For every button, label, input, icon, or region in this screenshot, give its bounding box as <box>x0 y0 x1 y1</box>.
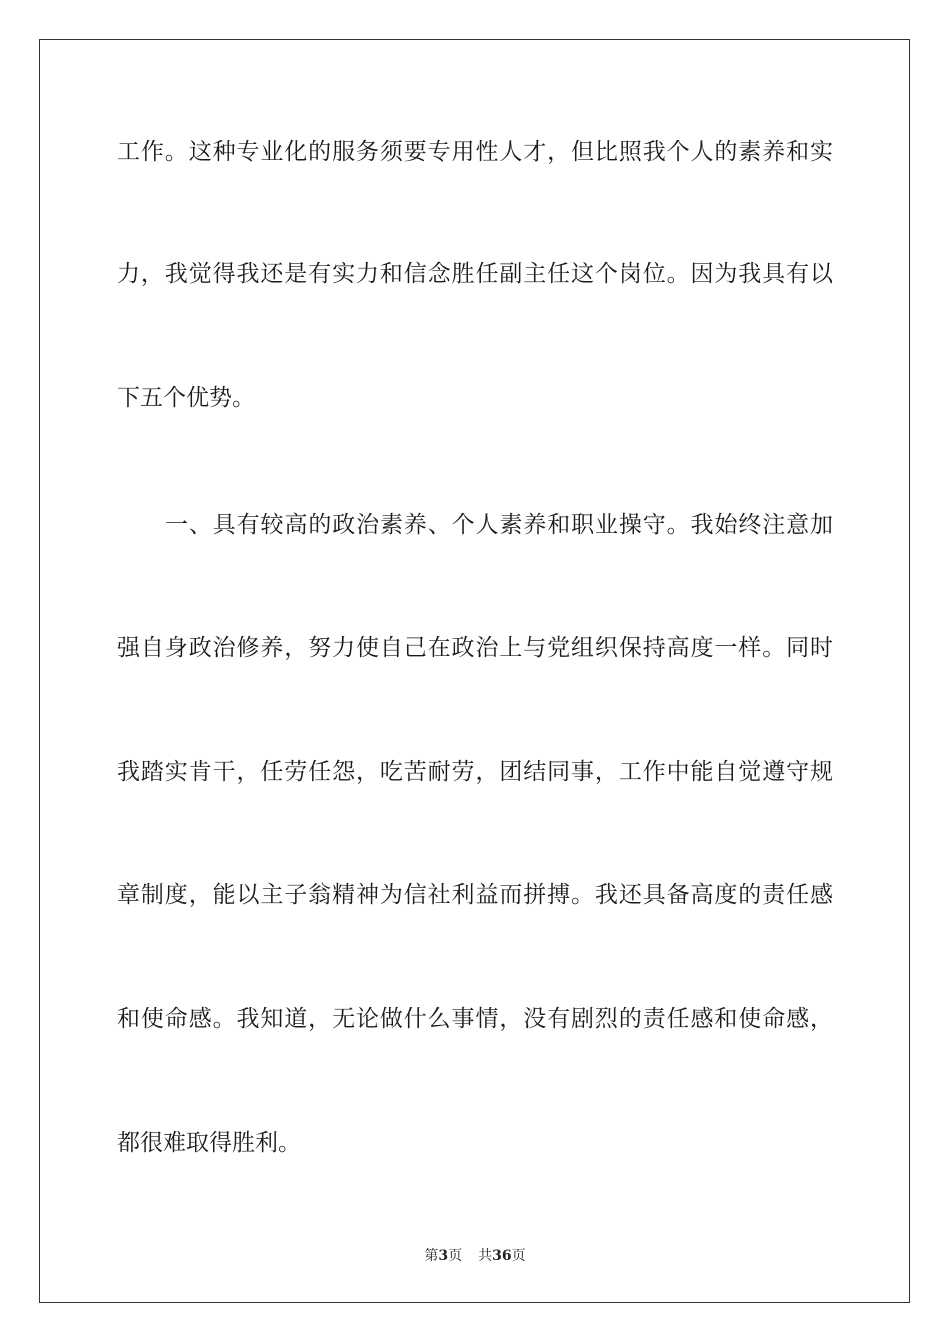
page-suffix: 页 <box>448 1248 463 1264</box>
body-text-line: 我踏实肯干，任劳任怨，吃苦耐劳，团结同事，工作中能自觉遵守规 <box>117 759 833 785</box>
page-border <box>39 39 910 1303</box>
body-text-line: 章制度，能以主子翁精神为信社利益而拼搏。我还具备高度的责任感 <box>117 882 833 908</box>
total-suffix: 页 <box>511 1248 526 1264</box>
page-footer <box>0 1246 950 1266</box>
body-text-line: 强自身政治修养，努力使自己在政治上与党组织保持高度一样。同时 <box>117 635 833 661</box>
body-text-line: 都很难取得胜利。 <box>117 1130 301 1156</box>
total-pages: 36 <box>492 1248 512 1264</box>
body-text-line: 力，我觉得我还是有实力和信念胜任副主任这个岗位。因为我具有以 <box>117 261 833 287</box>
page-prefix: 第 <box>424 1248 439 1264</box>
paragraph-first-line: 一、具有较高的政治素养、个人素养和职业操守。我始终注意加 <box>165 512 833 538</box>
body-text-line: 下五个优势。 <box>117 385 255 411</box>
total-prefix: 共 <box>478 1248 493 1264</box>
body-text-line: 和使命感。我知道，无论做什么事情，没有剧烈的责任感和使命感， <box>117 1006 833 1032</box>
page-number: 3 <box>438 1248 449 1264</box>
body-text-line: 工作。这种专业化的服务须要专用性人才，但比照我个人的素养和实 <box>117 139 833 165</box>
